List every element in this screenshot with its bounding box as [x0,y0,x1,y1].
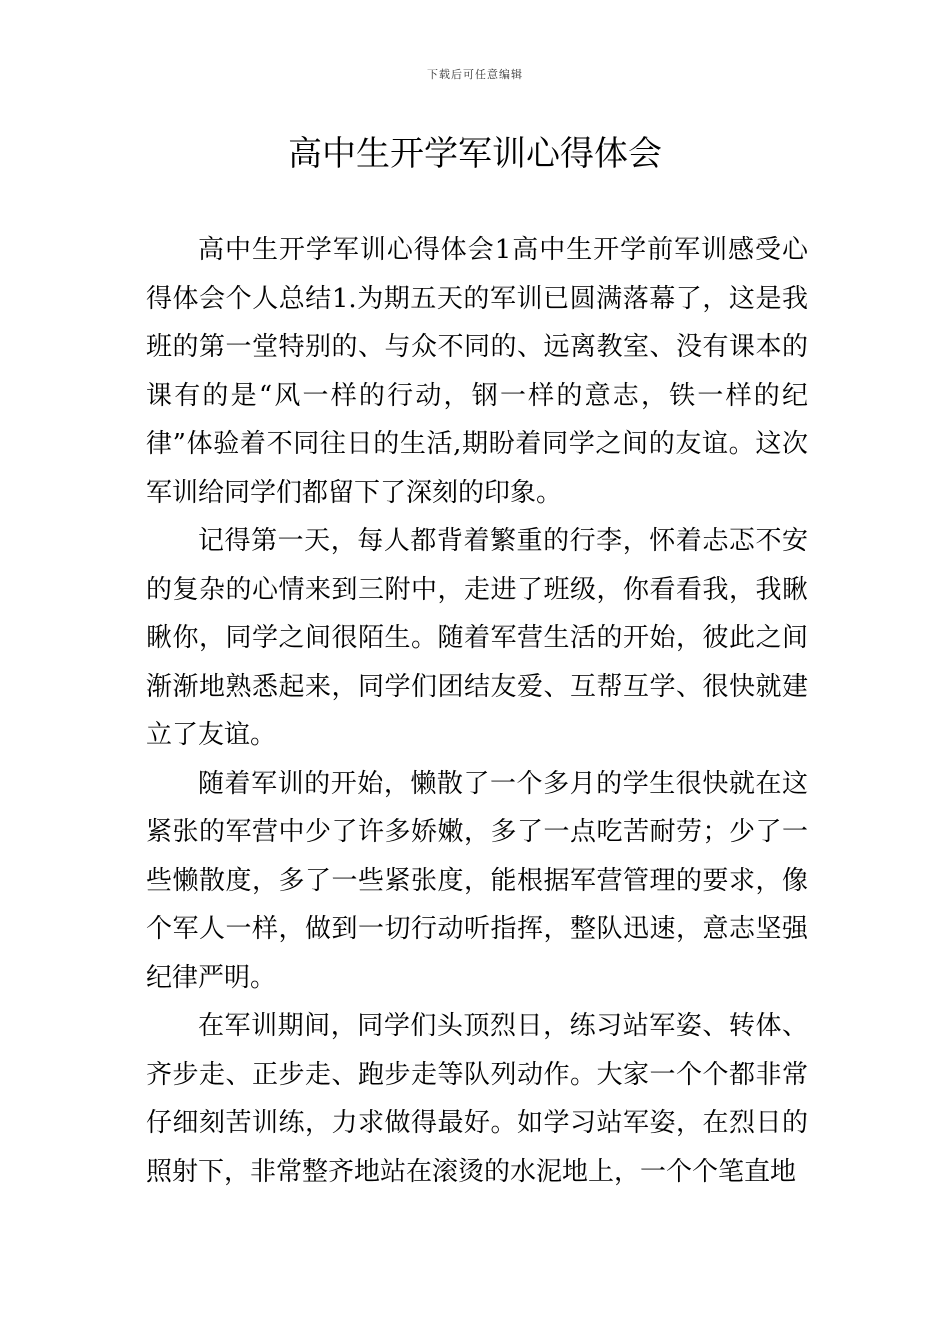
paragraph: 在军训期间，同学们头顶烈日，练习站军姿、转体、齐步走、正步走、跑步走等队列动作。大家一个个都非常仔细刻苦训练，力求做得最好。如学习站军姿，在烈日的照射下，非常整齐地站在滚烫的水泥地上，一个个笔直地 [146,1011,808,1187]
document-title: 高中生开学军训心得体会 [288,134,662,174]
paragraph: 随着军训的开始，懒散了一个多月的学生很快就在这紧张的军营中少了许多娇嫩，多了一点吃苦耐劳；少了一些懒散度，多了一些紧张度，能根据军营管理的要求，像个军人一样，做到一切行动听指挥，整队迅速，意志坚强纪律严明。 [146,768,808,993]
paragraph: 高中生开学军训心得体会1高中生开学前军训感受心得体会个人总结1.为期五天的军训已圆满落幕了，这是我班的第一堂特别的、与众不同的、远离教室、没有课本的课有的是“风一样的行动，钢一样的意志，铁一样的纪律”体验着不同往日的生活,期盼着同学之间的友谊。这次军训给同学们都留下了深刻的印象。 [146,235,808,508]
header-note: 下载后可任意编辑 [427,68,523,81]
document-body [146,226,808,1196]
paragraph: 记得第一天，每人都背着繁重的行李，怀着忐忑不安的复杂的心情来到三附中，走进了班级，你看看我，我瞅瞅你，同学之间很陌生。随着军营生活的开始，彼此之间渐渐地熟悉起来，同学们团结友爱、互帮互学、很快就建立了友谊。 [146,526,808,750]
